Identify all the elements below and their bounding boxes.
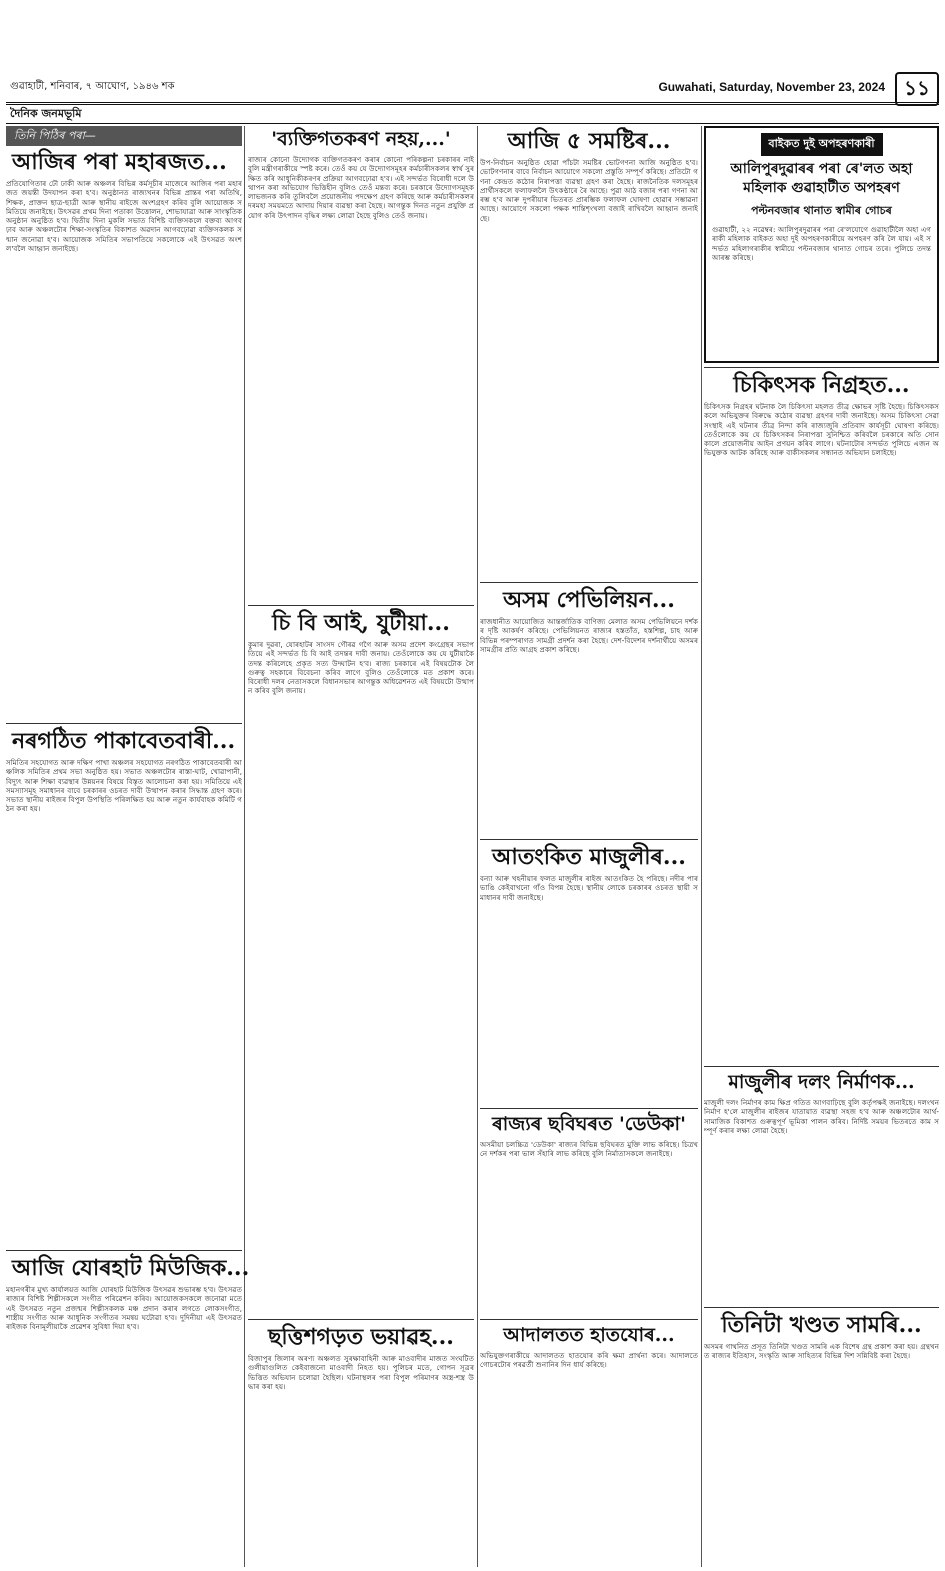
- column-divider: [701, 126, 702, 1567]
- section-divider: [480, 839, 698, 840]
- article-body: ৰাজধানীত আয়োজিত আন্তৰ্জাতিক বাণিজ্য মেলাত অসম পেভিলিয়নে দৰ্শকৰ দৃষ্টি আকৰ্ষণ কৰিছে। পেভিলিয়নত ৰাজ্যৰ হস্ততাঁত, হস্তশিল্প, চাহ আৰু বিভিন্ন পৰম্পৰাগত সামগ্ৰী প্ৰদৰ্শন কৰা হৈছে। দেশ-বিদেশৰ দৰ্শনাৰ্থীয়ে অসমৰ সামগ্ৰীৰ প্ৰতি আগ্ৰহ প্ৰকাশ কৰিছে।: [480, 617, 698, 654]
- box-headline[interactable]: আলিপুৰদুৱাৰৰ পৰা ৰে'লত অহা মহিলাক গুৱাহাটীত অপহৰণ: [730, 161, 913, 196]
- article-headline[interactable]: আদালতত হাতযোৰ...: [503, 1324, 675, 1346]
- article-body: প্ৰতিযোগিতাৰ ঢৌ ঢাকী আৰু অঞ্চলৰ বিভিন্ন কৰ্মসূচীৰ মাজেৰে আজিৰ পৰা মহাৰজত জয়ন্তী উদযাপন কৰা হ'ব। অনুষ্ঠানত ৰাজ্যখনৰ বিভিন্ন প্ৰান্তৰ পৰা অতিথি, শিক্ষক, প্ৰাক্তন ছাত্ৰ-ছাত্ৰী আৰু স্থানীয় ৰাইজে অংশগ্ৰহণ কৰিব বুলি আয়োজক সমিতিয়ে জনাইছে। উৎসৱৰ প্ৰথম দিনা পতাকা উত্তোলন, শোভাযাত্ৰা আৰু সাংস্কৃতিক অনুষ্ঠান অনুষ্ঠিত হ'ব। দ্বিতীয় দিনা মুকলি সভাত বিশিষ্ট ব্যক্তিসকলে বক্তব্য আগবঢ়াব আৰু অঞ্চলটোৰ শিক্ষা-সংস্কৃতিৰ বিকাশত অৱদান আগবঢ়োৱা ব্যক্তিসকলক সন্মান জনোৱা হ'ব। আয়োজক সমিতিৰ সভাপতিয়ে সকলোকে এই উৎসৱত অংশ ল'বলৈ আহ্বান জনাইছে।: [6, 179, 242, 254]
- article-body: কুমাৰ দুৱৰা, যোৰহাটৰ সাংসদ গৌৰৱ গগৈ আৰু অসম প্ৰদেশ কংগ্ৰেছৰ সভাপতিয়ে এই সন্দৰ্ভত চি বি আই তদন্তৰ দাবী জনায়। তেওঁলোকে কয় যে যুটীয়াকৈ তদন্ত কৰিলেহে প্ৰকৃত সত্য উদ্ঘাটন হ'ব। ৰাজ্য চৰকাৰে এই বিষয়টোক লৈ গুৰুত্ব সহকাৰে বিবেচনা কৰিব লাগে বুলিও তেওঁলোকে মত প্ৰকাশ কৰে। বিৰোধী দলৰ নেতাসকলে বিধানসভাৰ আগন্তুক অধিৱেশনত এই বিষয়টো উত্থাপন কৰিব বুলি জনায়।: [248, 640, 474, 696]
- continued-kicker: তিনি পিঠিৰ পৰা—: [6, 126, 242, 146]
- box-subheadline: পল্টনবজাৰ থানাত স্বামীৰ গোচৰ: [751, 204, 892, 217]
- column-divider: [477, 126, 478, 1567]
- section-divider: [248, 605, 474, 606]
- article-headline[interactable]: তিনিটা খণ্ডত সামৰি...: [721, 1312, 922, 1338]
- article-body: অসমীয়া চলচ্চিত্ৰ 'ডেউকা' ৰাজ্যৰ বিভিন্ন ছবিঘৰত মুক্তি লাভ কৰিছে। চিত্ৰখনে দৰ্শকৰ পৰা ভাল সঁহাৰি লাভ কৰিছে বুলি নিৰ্মাতাসকলে জনাইছে।: [480, 1140, 698, 1159]
- article-headline[interactable]: মাজুলীৰ দলং নিৰ্মাণক...: [728, 1071, 915, 1093]
- article-body: উপ-নিৰ্বাচন অনুষ্ঠিত হোৱা পাঁচটা সমষ্টিৰ ভোটগণনা আজি অনুষ্ঠিত হ'ব। ভোটগণনাৰ বাবে নিৰ্বাচন আয়োগে সকলো প্ৰস্তুতি সম্পূৰ্ণ কৰিছে। প্ৰতিটো গণনা কেন্দ্ৰত কঠোৰ নিৰাপত্তা ব্যৱস্থা গ্ৰহণ কৰা হৈছে। ৰাজনৈতিক দলসমূহৰ প্ৰাৰ্থীসকলে ফলাফললৈ উৎকণ্ঠাৰে ৰৈ আছে। পুৱা আঠ বজাৰ পৰা গণনা আৰম্ভ হ'ব আৰু দুপৰীয়াৰ ভিতৰত প্ৰাৰম্ভিক ফলাফল ঘোষণা হোৱাৰ সম্ভাৱনা আছে। আয়োগে সকলো পক্ষক শান্তিশৃংখলা বজাই ৰাখিবলৈ আহ্বান জনাইছে।: [480, 158, 698, 223]
- article-headline[interactable]: চি বি আই, যুটীয়া...: [272, 610, 450, 636]
- article-body: অভিযুক্তগৰাকীয়ে আদালতত হাতযোৰ কৰি ক্ষমা প্ৰাৰ্থনা কৰে। আদালতে গোচৰটোৰ পৰৱৰ্তী শুনানিৰ দিন ধাৰ্য কৰিছে।: [480, 1351, 698, 1370]
- article-headline[interactable]: ৰাজ্যৰ ছবিঘৰত 'ডেউকা': [492, 1113, 686, 1135]
- article-headline[interactable]: আতংকিত মাজুলীৰ...: [492, 844, 686, 870]
- paper-name: দৈনিক জনমভূমি: [10, 106, 82, 120]
- section-divider: [6, 723, 242, 724]
- article-headline[interactable]: 'ব্যক্তিগতকৰণ নহয়,...': [271, 128, 451, 150]
- date-bengali: গুৱাহাটী, শনিবাৰ, ৭ আঘোণ, ১৯৪৬ শক: [10, 80, 175, 92]
- section-divider: [704, 1066, 939, 1067]
- article-headline[interactable]: আজিৰ পৰা মহাৰজত...: [12, 149, 227, 175]
- article-body: বিজাপুৰ জিলাৰ অৰণ্য অঞ্চলত সুৰক্ষাবাহিনী আৰু মাওবাদীৰ মাজত সংঘটিত গুলীয়াগুলিত কেইবাজনো মাওবাদী নিহত হয়। পুলিচৰ মতে, গোপন সূত্ৰৰ ভিত্তিত অভিযান চলোৱা হৈছিল। ঘটনাস্থলৰ পৰা বিপুল পৰিমাণৰ অস্ত্ৰ-শস্ত্ৰ উদ্ধাৰ কৰা হয়।: [248, 1354, 474, 1391]
- article-headline[interactable]: নৰগঠিত পাকাবেতবাৰী...: [12, 728, 236, 754]
- section-divider: [480, 1319, 698, 1320]
- middle-column-1: [248, 126, 474, 1569]
- date-english: Guwahati, Saturday, November 23, 2024: [658, 80, 885, 94]
- box-body: গুৱাহাটী, ২২ নৱেম্বৰ: আলিপুৰদুৱাৰৰ পৰা ৰে'লযোগে গুৱাহাটীলৈ অহা এগৰাকী মহিলাক বাইকত অহা দুই অপহৰণকাৰীয়ে অপহৰণ কৰি লৈ যায়। এই সন্দৰ্ভত মহিলাগৰাকীৰ স্বামীয়ে পল্টনবজাৰ থানাত গোচৰ তৰে। পুলিচে তদন্ত আৰম্ভ কৰিছে।: [712, 225, 931, 262]
- section-divider: [248, 1319, 474, 1320]
- column-divider: [244, 126, 245, 1567]
- article-body: চিকিৎসক নিগ্ৰহৰ ঘটনাক লৈ চিকিৎসা মহলত তীব্ৰ ক্ষোভৰ সৃষ্টি হৈছে। চিকিৎসকসকলে অভিযুক্তৰ বিৰুদ্ধে কঠোৰ ব্যৱস্থা গ্ৰহণৰ দাবী জনাইছে। অসম চিকিৎসা সেৱা সংস্থাই এই ঘটনাৰ তীব্ৰ নিন্দা কৰি ৰাজ্যজুৰি প্ৰতিবাদ কাৰ্যসূচী ঘোষণা কৰিছে। তেওঁলোকে কয় যে চিকিৎসকৰ নিৰাপত্তা সুনিশ্চিত কৰিবলৈ চৰকাৰে অতি সোনকালে প্ৰয়োজনীয় আইন প্ৰণয়ন কৰিব লাগে। ঘটনাটোৰ সন্দৰ্ভত পুলিচে এজন অভিযুক্তক আটক কৰিছে আৰু বাকীসকলৰ সন্ধানত অভিযান চলাইছে।: [704, 402, 939, 458]
- right-column: [704, 126, 939, 1452]
- middle-column-2: [480, 126, 698, 1501]
- article-body: বন্যা আৰু খহনীয়াৰ ফলত মাজুলীৰ ৰাইজ আতংকিত হৈ পৰিছে। নদীৰ পাৰ ভাঙি কেইবাখনো গাঁও বিপন্ন হৈছে। স্থানীয় লোকে চৰকাৰৰ ওচৰত স্থায়ী সমাধানৰ দাবী জনাইছে।: [480, 874, 698, 902]
- article-body: অসমৰ গাথনিত প্ৰসূত তিনিটা খণ্ডত সামৰি এক বিশেষ গ্ৰন্থ প্ৰকাশ কৰা হয়। গ্ৰন্থখনত ৰাজ্যৰ ইতিহাস, সংস্কৃতি আৰু সাহিত্যৰ বিভিন্ন দিশ সন্নিবিষ্ট কৰা হৈছে।: [704, 1342, 939, 1361]
- left-column: [6, 126, 250, 1535]
- masthead-top-bar: [10, 76, 935, 98]
- section-divider: [704, 367, 939, 368]
- article-body: মহানগৰীৰ মুখ্য কাৰ্যালয়ত আজি যোৰহাট মিউজিক উৎসৱৰ শুভাৰম্ভ হ'ব। উৎসৱত ৰাজ্যৰ বিশিষ্ট শিল্পীসকলে সংগীত পৰিৱেশন কৰিব। আয়োজকসকলে জনোৱা মতে এই উৎসৱত নতুন প্ৰজন্মৰ শিল্পীসকলক মঞ্চ প্ৰদান কৰাৰ লগতে লোকসংগীত, শাস্ত্ৰীয় সংগীত আৰু আধুনিক সংগীতৰ সমন্বয় ঘটোৱা হ'ব। দুদিনীয়া এই উৎসৱত ৰাইজক বিনামূলীয়াকৈ প্ৰৱেশৰ সুবিধা দিয়া হ'ব।: [6, 1285, 242, 1332]
- section-divider: [704, 1307, 939, 1308]
- article-headline[interactable]: আজি যোৰহাট মিউজিক...: [12, 1255, 250, 1281]
- page-number: ১১: [895, 72, 939, 106]
- masthead-rule: [6, 102, 939, 124]
- article-headline[interactable]: ছত্তিশগড়ত ভয়াৱহ...: [268, 1324, 454, 1350]
- box-kicker: বাইকত দুই অপহৰণকাৰী: [761, 133, 883, 156]
- article-headline[interactable]: অসম পেভিলিয়ন...: [503, 587, 675, 613]
- section-divider: [480, 1108, 698, 1109]
- article-headline[interactable]: আজি ৫ সমষ্টিৰ...: [507, 128, 671, 154]
- article-body: মাজুলী দলং নিৰ্মাণৰ কাম ক্ষিপ্ৰ গতিত আগবাঢ়িছে বুলি কৰ্তৃপক্ষই জনাইছে। দলংখন নিৰ্মাণ হ'লে মাজুলীৰ ৰাইজৰ যাতায়াত ব্যৱস্থা সহজ হ'ব আৰু অঞ্চলটোৰ আৰ্থ-সামাজিক বিকাশত গুৰুত্বপূৰ্ণ ভূমিকা পালন কৰিব। নিৰ্দিষ্ট সময়ৰ ভিতৰতে কাম সম্পূৰ্ণ কৰাৰ লক্ষ্য লোৱা হৈছে।: [704, 1098, 939, 1135]
- section-divider: [6, 1250, 242, 1251]
- article-headline[interactable]: চিকিৎসক নিগ্ৰহত...: [733, 372, 910, 398]
- article-body: ৰাজ্যৰ কোনো উদ্যোগক ব্যক্তিগতকৰণ কৰাৰ কোনো পৰিকল্পনা চৰকাৰৰ নাই বুলি মন্ত্ৰীগৰাকীয়ে স্পষ্ট কৰে। তেওঁ কয় যে উদ্যোগসমূহৰ কৰ্মচাৰীসকলৰ স্বাৰ্থ সুৰক্ষিত কৰি আধুনিকীকৰণৰ প্ৰক্ৰিয়া আগবঢ়োৱা হ'ব। এই সন্দৰ্ভত বিৰোধী দলে উত্থাপন কৰা অভিযোগ ভিত্তিহীন বুলিও তেওঁ মন্তব্য কৰে। চৰকাৰে উদ্যোগসমূহক লাভজনক কৰি তুলিবলৈ প্ৰয়োজনীয় পদক্ষেপ গ্ৰহণ কৰিছে আৰু কৰ্মচাৰীসকলৰ দৰমহা সময়মতে আদায় দিয়াৰ ব্যৱস্থা কৰা হৈছে। আগন্তুক দিনত নতুন প্ৰযুক্তি প্ৰয়োগ কৰি উৎপাদন বৃদ্ধিৰ লক্ষ্য লোৱা হৈছে বুলিও তেওঁ জনায়।: [248, 155, 474, 220]
- section-divider: [480, 582, 698, 583]
- featured-news-box: [704, 126, 939, 363]
- article-body: সমিতিৰ সহযোগত আৰু দক্ষিণ পাখা অঞ্চলৰ সহযোগত নৰগঠিত পাকাবেতবাৰী আঞ্চলিক সমিতিৰ প্ৰথম সভা অনুষ্ঠিত হয়। সভাত অঞ্চলটোৰ ৰাস্তা-ঘাট, খোৱাপানী, বিদ্যুৎ আৰু শিক্ষা ব্যৱস্থাৰ উন্নয়নৰ বিষয়ে বিস্তৃত আলোচনা কৰা হয়। সমিতিয়ে এই সমস্যাসমূহ সমাধানৰ বাবে চৰকাৰৰ ওচৰত দাবী উত্থাপন কৰাৰ সিদ্ধান্ত গ্ৰহণ কৰে। সভাত স্থানীয় ৰাইজৰ বিপুল উপস্থিতি পৰিলক্ষিত হয় আৰু নতুন কাৰ্যবাহক কমিটি গঠন কৰা হয়।: [6, 758, 242, 814]
